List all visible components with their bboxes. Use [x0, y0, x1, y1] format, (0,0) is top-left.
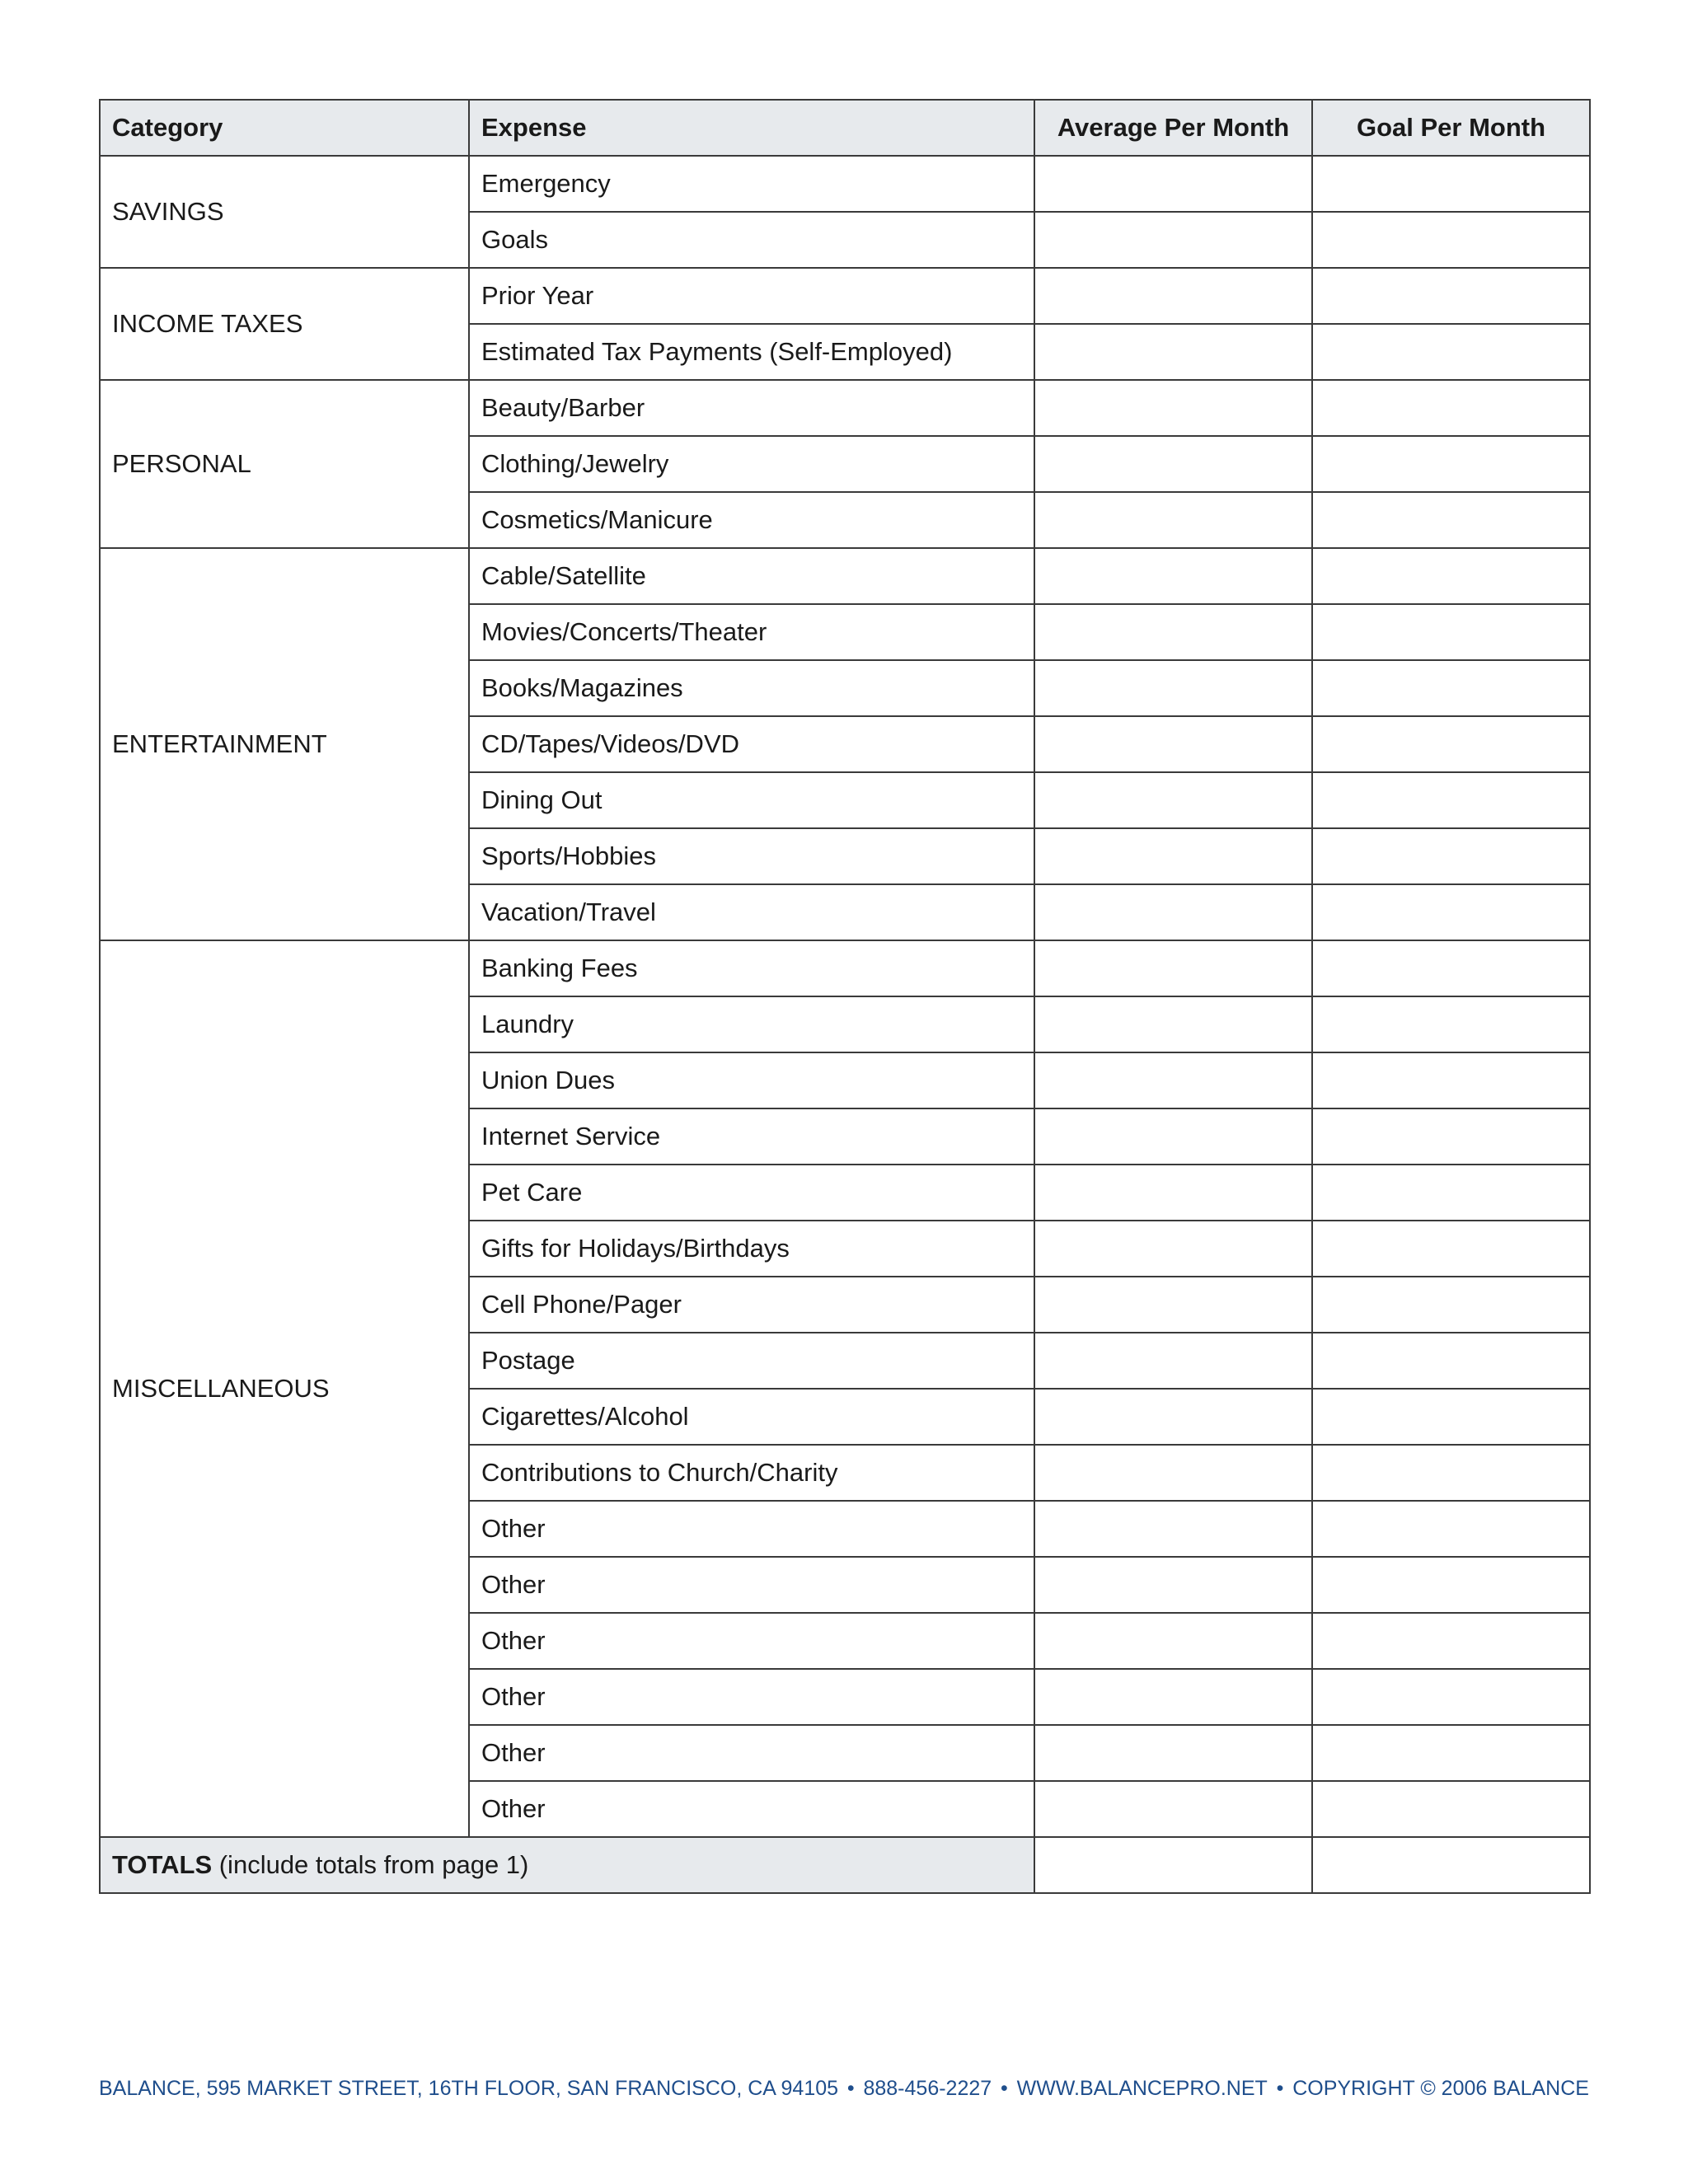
footer-separator: • — [1001, 2077, 1008, 2100]
expense-cell: Goals — [469, 212, 1034, 268]
average-per-month-cell[interactable] — [1034, 1501, 1312, 1557]
average-per-month-cell[interactable] — [1034, 660, 1312, 716]
average-per-month-cell[interactable] — [1034, 1557, 1312, 1613]
header-expense: Expense — [469, 100, 1034, 156]
expense-cell: Union Dues — [469, 1052, 1034, 1108]
goal-per-month-cell[interactable] — [1312, 324, 1590, 380]
expense-cell: Laundry — [469, 996, 1034, 1052]
expense-cell: Pet Care — [469, 1165, 1034, 1221]
goal-per-month-cell[interactable] — [1312, 1669, 1590, 1725]
table-row — [100, 380, 1590, 436]
expense-cell: Banking Fees — [469, 940, 1034, 996]
totals-label-bold: TOTALS — [112, 1850, 213, 1879]
footer-address: BALANCE, 595 MARKET STREET, 16TH FLOOR, SAN FRANCISCO, CA 94105 — [99, 2077, 839, 2100]
expense-cell: Beauty/Barber — [469, 380, 1034, 436]
goal-per-month-cell[interactable] — [1312, 1333, 1590, 1389]
expense-cell: Clothing/Jewelry — [469, 436, 1034, 492]
goal-per-month-cell[interactable] — [1312, 1108, 1590, 1165]
goal-per-month-cell[interactable] — [1312, 1277, 1590, 1333]
average-per-month-cell[interactable] — [1034, 1333, 1312, 1389]
average-per-month-cell[interactable] — [1034, 156, 1312, 212]
category-cell: MISCELLANEOUS — [100, 940, 469, 1837]
goal-per-month-cell[interactable] — [1312, 716, 1590, 772]
table-row — [100, 548, 1590, 604]
goal-per-month-cell[interactable] — [1312, 1445, 1590, 1501]
goal-per-month-cell[interactable] — [1312, 268, 1590, 324]
expense-cell: Other — [469, 1557, 1034, 1613]
goal-per-month-cell[interactable] — [1312, 548, 1590, 604]
totals-label-note: (include totals from page 1) — [212, 1850, 529, 1879]
average-per-month-cell[interactable] — [1034, 772, 1312, 828]
budget-body — [100, 156, 1590, 1837]
expense-cell: Vacation/Travel — [469, 884, 1034, 940]
goal-per-month-cell[interactable] — [1312, 156, 1590, 212]
expense-cell: Cigarettes/Alcohol — [469, 1389, 1034, 1445]
average-per-month-cell[interactable] — [1034, 1221, 1312, 1277]
expense-cell: Other — [469, 1781, 1034, 1837]
expense-cell: Sports/Hobbies — [469, 828, 1034, 884]
average-per-month-cell[interactable] — [1034, 492, 1312, 548]
average-per-month-cell[interactable] — [1034, 548, 1312, 604]
average-per-month-cell[interactable] — [1034, 1669, 1312, 1725]
expense-cell: Books/Magazines — [469, 660, 1034, 716]
table-row — [100, 268, 1590, 324]
average-per-month-cell[interactable] — [1034, 1445, 1312, 1501]
average-per-month-cell[interactable] — [1034, 884, 1312, 940]
goal-per-month-cell[interactable] — [1312, 1221, 1590, 1277]
average-per-month-cell[interactable] — [1034, 996, 1312, 1052]
table-row — [100, 156, 1590, 212]
average-per-month-cell[interactable] — [1034, 604, 1312, 660]
expense-cell: Postage — [469, 1333, 1034, 1389]
goal-per-month-cell[interactable] — [1312, 492, 1590, 548]
expense-cell: Movies/Concerts/Theater — [469, 604, 1034, 660]
average-per-month-cell[interactable] — [1034, 716, 1312, 772]
expense-cell: Other — [469, 1613, 1034, 1669]
expense-cell: Prior Year — [469, 268, 1034, 324]
expense-cell: Emergency — [469, 156, 1034, 212]
goal-per-month-cell[interactable] — [1312, 212, 1590, 268]
expense-cell: Other — [469, 1669, 1034, 1725]
average-per-month-cell[interactable] — [1034, 436, 1312, 492]
totals-row — [100, 1837, 1590, 1893]
expense-cell: Cell Phone/Pager — [469, 1277, 1034, 1333]
totals-label — [100, 1837, 1034, 1893]
goal-per-month-cell[interactable] — [1312, 884, 1590, 940]
expense-cell: Estimated Tax Payments (Self-Employed) — [469, 324, 1034, 380]
average-per-month-cell[interactable] — [1034, 324, 1312, 380]
average-per-month-cell[interactable] — [1034, 1613, 1312, 1669]
goal-per-month-cell[interactable] — [1312, 940, 1590, 996]
average-per-month-cell[interactable] — [1034, 380, 1312, 436]
footer-separator: • — [1276, 2077, 1284, 2100]
header-goal-per-month: Goal Per Month — [1312, 100, 1590, 156]
expense-cell: Dining Out — [469, 772, 1034, 828]
goal-per-month-cell[interactable] — [1312, 1613, 1590, 1669]
goal-per-month-cell[interactable] — [1312, 660, 1590, 716]
goal-per-month-cell[interactable] — [1312, 1052, 1590, 1108]
expense-cell: Gifts for Holidays/Birthdays — [469, 1221, 1034, 1277]
goal-per-month-cell[interactable] — [1312, 1557, 1590, 1613]
average-per-month-cell[interactable] — [1034, 1781, 1312, 1837]
goal-per-month-cell[interactable] — [1312, 828, 1590, 884]
goal-per-month-cell[interactable] — [1312, 772, 1590, 828]
header-row — [100, 100, 1590, 156]
expense-cell: Cable/Satellite — [469, 548, 1034, 604]
footer-separator: • — [846, 2077, 855, 2100]
goal-per-month-cell[interactable] — [1312, 604, 1590, 660]
goal-per-month-cell[interactable] — [1312, 1165, 1590, 1221]
footer-copyright: COPYRIGHT © 2006 BALANCE — [1292, 2077, 1589, 2100]
goal-per-month-cell[interactable] — [1312, 1781, 1590, 1837]
budget-table — [99, 99, 1591, 1894]
average-per-month-cell[interactable] — [1034, 1389, 1312, 1445]
average-per-month-cell[interactable] — [1034, 268, 1312, 324]
table-row — [100, 940, 1590, 996]
header-average-per-month: Average Per Month — [1034, 100, 1312, 156]
expense-cell: Other — [469, 1725, 1034, 1781]
average-per-month-cell[interactable] — [1034, 1725, 1312, 1781]
totals-average-cell[interactable] — [1034, 1837, 1312, 1893]
goal-per-month-cell[interactable] — [1312, 380, 1590, 436]
average-per-month-cell[interactable] — [1034, 1277, 1312, 1333]
budget-worksheet — [99, 99, 1589, 1894]
footer-website[interactable]: WWW.BALANCEPRO.NET — [1016, 2077, 1268, 2100]
average-per-month-cell[interactable] — [1034, 828, 1312, 884]
expense-cell: CD/Tapes/Videos/DVD — [469, 716, 1034, 772]
footer — [99, 2077, 1589, 2101]
totals-goal-cell[interactable] — [1312, 1837, 1590, 1893]
average-per-month-cell[interactable] — [1034, 1108, 1312, 1165]
footer-phone: 888-456-2227 — [863, 2077, 992, 2100]
goal-per-month-cell[interactable] — [1312, 1389, 1590, 1445]
average-per-month-cell[interactable] — [1034, 212, 1312, 268]
average-per-month-cell[interactable] — [1034, 940, 1312, 996]
goal-per-month-cell[interactable] — [1312, 996, 1590, 1052]
header-category: Category — [100, 100, 469, 156]
goal-per-month-cell[interactable] — [1312, 1725, 1590, 1781]
expense-cell: Cosmetics/Manicure — [469, 492, 1034, 548]
category-cell: PERSONAL — [100, 380, 469, 548]
expense-cell: Internet Service — [469, 1108, 1034, 1165]
goal-per-month-cell[interactable] — [1312, 1501, 1590, 1557]
expense-cell: Other — [469, 1501, 1034, 1557]
expense-cell: Contributions to Church/Charity — [469, 1445, 1034, 1501]
goal-per-month-cell[interactable] — [1312, 436, 1590, 492]
category-cell: SAVINGS — [100, 156, 469, 268]
average-per-month-cell[interactable] — [1034, 1165, 1312, 1221]
category-cell: ENTERTAINMENT — [100, 548, 469, 940]
category-cell: INCOME TAXES — [100, 268, 469, 380]
average-per-month-cell[interactable] — [1034, 1052, 1312, 1108]
